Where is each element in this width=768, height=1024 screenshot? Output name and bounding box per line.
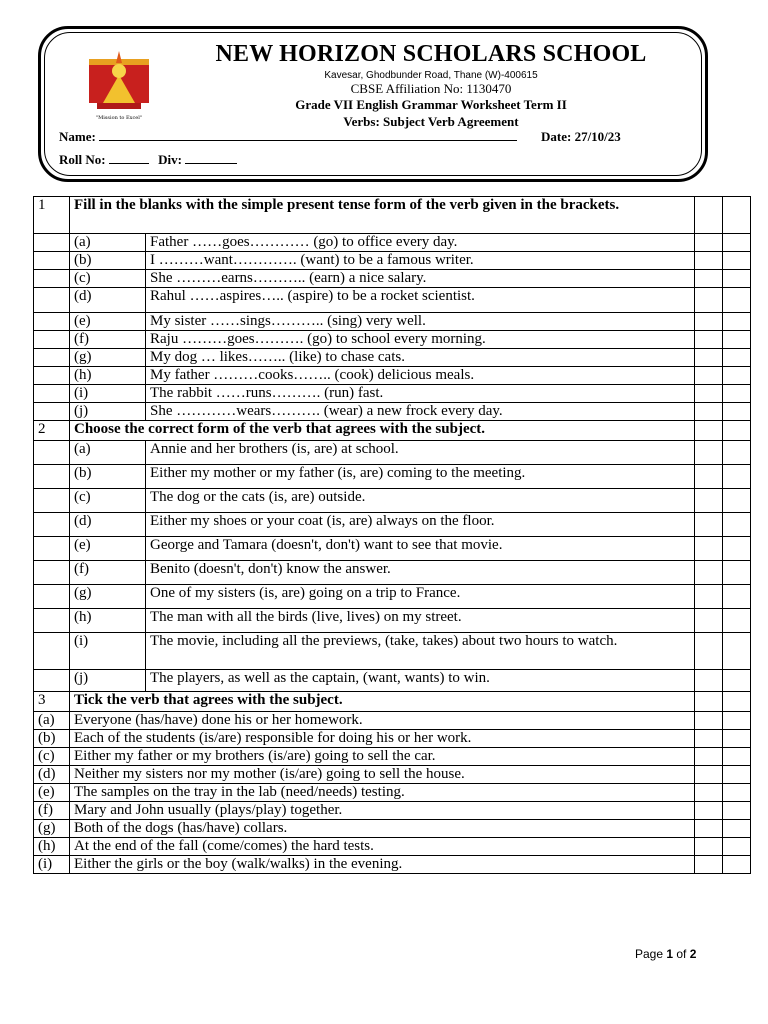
question-text: Both of the dogs (has/have) collars. xyxy=(70,820,695,838)
section-title: Fill in the blanks with the simple present tense form of the verb given in the brackets. xyxy=(70,197,695,234)
question-row xyxy=(34,489,751,513)
question-text: My sister ……sings……….. (sing) very well. xyxy=(146,313,695,331)
question-row xyxy=(34,331,751,349)
tick-box[interactable] xyxy=(723,856,751,874)
mark-box[interactable] xyxy=(695,270,723,288)
name-field[interactable] xyxy=(99,130,517,141)
question-text: Mary and John usually (plays/play) together. xyxy=(70,802,695,820)
logo-motto: "Mission to Excel" xyxy=(95,115,143,121)
question-row xyxy=(34,270,751,288)
mark-box[interactable] xyxy=(723,609,751,633)
div-label: Div: xyxy=(158,152,182,167)
worksheet-grade-title: Grade VII English Grammar Worksheet Term II xyxy=(295,97,567,112)
tick-box[interactable] xyxy=(695,766,723,784)
tick-box[interactable] xyxy=(723,802,751,820)
question-text: The movie, including all the previews, (take, takes) about two hours to watch. xyxy=(146,633,695,670)
mark-box[interactable] xyxy=(723,585,751,609)
mark-box[interactable] xyxy=(723,465,751,489)
question-letter: (h) xyxy=(70,367,146,385)
mark-box[interactable] xyxy=(723,692,751,712)
question-letter: (b) xyxy=(70,252,146,270)
question-row xyxy=(34,288,751,313)
question-row xyxy=(34,730,751,748)
mark-box[interactable] xyxy=(723,537,751,561)
question-row xyxy=(34,252,751,270)
tick-box[interactable] xyxy=(723,766,751,784)
roll-field[interactable] xyxy=(109,153,149,164)
question-letter: (b) xyxy=(34,730,70,748)
question-text: She …………wears………. (wear) a new frock every day. xyxy=(146,403,695,421)
tick-box[interactable] xyxy=(695,712,723,730)
question-letter: (e) xyxy=(34,784,70,802)
name-label: Name: xyxy=(59,129,96,144)
school-name: NEW HORIZON SCHOLARS SCHOOL xyxy=(215,41,647,67)
tick-box[interactable] xyxy=(695,856,723,874)
question-text: Raju ………goes………. (go) to school every morning. xyxy=(146,331,695,349)
mark-box[interactable] xyxy=(695,585,723,609)
section-number: 2 xyxy=(34,421,70,441)
tick-box[interactable] xyxy=(695,748,723,766)
mark-box[interactable] xyxy=(695,441,723,465)
question-text: The samples on the tray in the lab (need/needs) testing. xyxy=(70,784,695,802)
tick-box[interactable] xyxy=(695,784,723,802)
mark-box[interactable] xyxy=(723,197,751,234)
question-row xyxy=(34,561,751,585)
mark-box[interactable] xyxy=(695,609,723,633)
mark-box[interactable] xyxy=(695,288,723,313)
question-text: Father ……goes………… (go) to office every day. xyxy=(146,234,695,252)
mark-box[interactable] xyxy=(723,561,751,585)
question-text: Benito (doesn't, don't) know the answer. xyxy=(146,561,695,585)
question-letter: (d) xyxy=(70,288,146,313)
question-letter: (j) xyxy=(70,403,146,421)
question-text: Rahul ……aspires….. (aspire) to be a rocket scientist. xyxy=(146,288,695,313)
mark-box[interactable] xyxy=(695,633,723,670)
mark-box[interactable] xyxy=(695,537,723,561)
page-indicator xyxy=(635,947,696,961)
question-text: One of my sisters (is, are) going on a trip to France. xyxy=(146,585,695,609)
question-text: My father ………cooks…….. (cook) delicious meals. xyxy=(146,367,695,385)
mark-box[interactable] xyxy=(695,385,723,403)
mark-box[interactable] xyxy=(723,349,751,367)
question-letter: (f) xyxy=(70,331,146,349)
question-letter: (d) xyxy=(34,766,70,784)
section-header xyxy=(34,421,751,441)
question-letter: (c) xyxy=(70,270,146,288)
question-letter: (g) xyxy=(70,349,146,367)
affiliation-number: CBSE Affiliation No: 1130470 xyxy=(350,81,512,96)
mark-box[interactable] xyxy=(723,513,751,537)
question-letter: (c) xyxy=(34,748,70,766)
worksheet-subject: Verbs: Subject Verb Agreement xyxy=(343,114,519,129)
mark-box[interactable] xyxy=(723,367,751,385)
question-letter: (i) xyxy=(70,633,146,670)
mark-box[interactable] xyxy=(695,349,723,367)
tick-box[interactable] xyxy=(695,838,723,856)
section-number: 3 xyxy=(34,692,70,712)
mark-box[interactable] xyxy=(723,421,751,441)
question-row xyxy=(34,820,751,838)
mark-box[interactable] xyxy=(723,313,751,331)
mark-box[interactable] xyxy=(695,489,723,513)
question-text: George and Tamara (doesn't, don't) want to see that movie. xyxy=(146,537,695,561)
question-row xyxy=(34,670,751,692)
question-text: The players, as well as the captain, (want, wants) to win. xyxy=(146,670,695,692)
question-text: The rabbit ……runs………. (run) fast. xyxy=(146,385,695,403)
question-row xyxy=(34,609,751,633)
tick-box[interactable] xyxy=(723,748,751,766)
mark-box[interactable] xyxy=(695,561,723,585)
school-address: Kavesar, Ghodbunder Road, Thane (W)-400615 xyxy=(324,70,538,81)
mark-box[interactable] xyxy=(695,234,723,252)
question-row xyxy=(34,784,751,802)
question-text: The dog or the cats (is, are) outside. xyxy=(146,489,695,513)
question-text: Annie and her brothers (is, are) at school. xyxy=(146,441,695,465)
mark-box[interactable] xyxy=(723,288,751,313)
mark-box[interactable] xyxy=(695,670,723,692)
mark-box[interactable] xyxy=(695,465,723,489)
mark-box[interactable] xyxy=(723,670,751,692)
question-row xyxy=(34,838,751,856)
tick-box[interactable] xyxy=(695,820,723,838)
question-row xyxy=(34,513,751,537)
question-row xyxy=(34,367,751,385)
mark-box[interactable] xyxy=(723,489,751,513)
question-text: I ………want…………. (want) to be a famous writer. xyxy=(146,252,695,270)
question-letter: (i) xyxy=(70,385,146,403)
question-letter: (g) xyxy=(70,585,146,609)
div-field[interactable] xyxy=(185,153,237,164)
mark-box[interactable] xyxy=(723,403,751,421)
question-row xyxy=(34,313,751,331)
question-text: At the end of the fall (come/comes) the hard tests. xyxy=(70,838,695,856)
roll-label: Roll No: xyxy=(59,152,106,167)
page-total: 2 xyxy=(689,947,697,961)
page-number: 1 xyxy=(666,947,674,961)
mark-box[interactable] xyxy=(695,252,723,270)
name-row xyxy=(59,129,517,145)
question-row xyxy=(34,585,751,609)
question-row xyxy=(34,766,751,784)
question-letter: (f) xyxy=(70,561,146,585)
question-text: My dog … likes…….. (like) to chase cats. xyxy=(146,349,695,367)
page-of: of xyxy=(673,947,690,961)
tick-box[interactable] xyxy=(723,730,751,748)
mark-box[interactable] xyxy=(695,197,723,234)
question-letter: (h) xyxy=(70,609,146,633)
worksheet-table xyxy=(33,196,751,874)
question-letter: (a) xyxy=(70,441,146,465)
tick-box[interactable] xyxy=(723,712,751,730)
section-header xyxy=(34,197,751,234)
question-text: Each of the students (is/are) responsible for doing his or her work. xyxy=(70,730,695,748)
question-text: Either my father or my brothers (is/are) going to sell the car. xyxy=(70,748,695,766)
question-row xyxy=(34,234,751,252)
question-row xyxy=(34,403,751,421)
section-header xyxy=(34,692,751,712)
mark-box[interactable] xyxy=(723,252,751,270)
mark-box[interactable] xyxy=(695,367,723,385)
question-row xyxy=(34,441,751,465)
question-text: Neither my sisters nor my mother (is/are) going to sell the house. xyxy=(70,766,695,784)
question-text: She ………earns……….. (earn) a nice salary. xyxy=(146,270,695,288)
question-row xyxy=(34,802,751,820)
question-row xyxy=(34,385,751,403)
roll-div-row xyxy=(59,152,237,168)
mark-box[interactable] xyxy=(695,692,723,712)
mark-box[interactable] xyxy=(723,234,751,252)
mark-box[interactable] xyxy=(723,385,751,403)
date-label: Date: 27/10/23 xyxy=(541,129,621,144)
question-text: Either the girls or the boy (walk/walks) in the evening. xyxy=(70,856,695,874)
tick-box[interactable] xyxy=(695,802,723,820)
question-letter: (c) xyxy=(70,489,146,513)
question-row xyxy=(34,712,751,730)
tick-box[interactable] xyxy=(695,730,723,748)
section-number: 1 xyxy=(34,197,70,234)
worksheet-header xyxy=(38,26,708,182)
question-text: Everyone (has/have) done his or her homework. xyxy=(70,712,695,730)
mark-box[interactable] xyxy=(695,403,723,421)
section-title: Tick the verb that agrees with the subject. xyxy=(70,692,695,712)
page-prefix: Page xyxy=(635,947,667,961)
question-letter: (d) xyxy=(70,513,146,537)
mark-box[interactable] xyxy=(723,633,751,670)
question-letter: (a) xyxy=(70,234,146,252)
question-row xyxy=(34,748,751,766)
mark-box[interactable] xyxy=(695,313,723,331)
question-row xyxy=(34,349,751,367)
question-letter: (e) xyxy=(70,313,146,331)
question-row xyxy=(34,465,751,489)
mark-box[interactable] xyxy=(695,331,723,349)
question-row xyxy=(34,856,751,874)
question-letter: (j) xyxy=(70,670,146,692)
mark-box[interactable] xyxy=(723,331,751,349)
question-row xyxy=(34,537,751,561)
tick-box[interactable] xyxy=(723,784,751,802)
question-letter: (h) xyxy=(34,838,70,856)
question-letter: (f) xyxy=(34,802,70,820)
tick-box[interactable] xyxy=(723,820,751,838)
question-letter: (a) xyxy=(34,712,70,730)
section-title: Choose the correct form of the verb that agrees with the subject. xyxy=(70,421,695,441)
question-letter: (b) xyxy=(70,465,146,489)
question-letter: (e) xyxy=(70,537,146,561)
mark-box[interactable] xyxy=(695,513,723,537)
question-letter: (g) xyxy=(34,820,70,838)
tick-box[interactable] xyxy=(723,838,751,856)
question-row xyxy=(34,633,751,670)
question-text: The man with all the birds (live, lives) on my street. xyxy=(146,609,695,633)
question-letter: (i) xyxy=(34,856,70,874)
mark-box[interactable] xyxy=(723,270,751,288)
question-text: Either my shoes or your coat (is, are) always on the floor. xyxy=(146,513,695,537)
mark-box[interactable] xyxy=(695,421,723,441)
mark-box[interactable] xyxy=(723,441,751,465)
question-text: Either my mother or my father (is, are) coming to the meeting. xyxy=(146,465,695,489)
